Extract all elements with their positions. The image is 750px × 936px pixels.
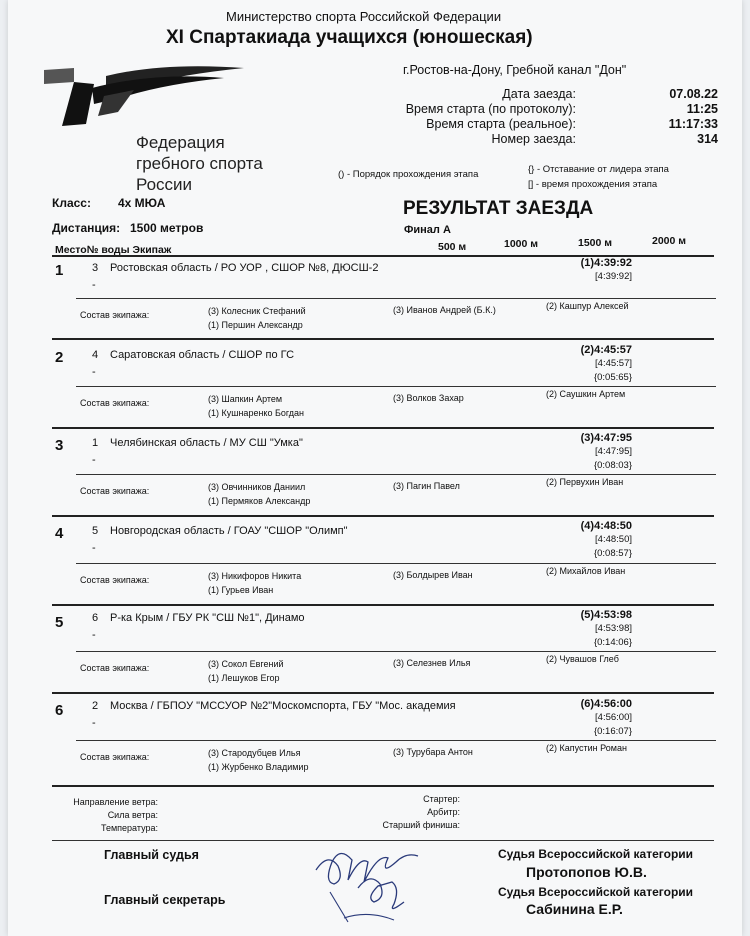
entry-3-crew-1: (3) Овчинников Даниил xyxy=(208,482,306,492)
entry-4-team: Новгородская область / ГОАУ "СШОР "Олимп" xyxy=(110,525,348,537)
distance-label: Дистанция: xyxy=(52,221,121,235)
entry-5-crew-label: Состав экипажа: xyxy=(80,663,150,673)
entry-6-dash: - xyxy=(92,717,96,729)
entry-4-place: 4 xyxy=(55,525,64,542)
logo-line-1: Федерация xyxy=(136,133,225,152)
entry-2-crew-1: (3) Шапкин Артем xyxy=(208,394,283,404)
entry-4-lag: {0:08:57} xyxy=(593,548,632,559)
entry-4-bottom-line xyxy=(52,604,714,606)
column-place-lane-crew: Место№ воды Экипаж xyxy=(55,244,172,256)
entry-5-lane: 6 xyxy=(92,612,99,624)
protocol-sheet xyxy=(8,0,742,936)
entry-3-team: Челябинская область / МУ СШ "Умка" xyxy=(110,437,303,449)
entry-3-lane: 1 xyxy=(92,437,99,449)
judge-category-2: Судья Всероссийской категории xyxy=(498,885,694,899)
entry-6-result: (6)4:56:00 xyxy=(580,698,632,710)
wind-direction-label: Направление ветра: xyxy=(73,797,158,807)
entry-6-crew-3: (2) Капустин Роман xyxy=(546,743,627,753)
entry-4-result: (4)4:48:50 xyxy=(580,520,632,532)
judge-name-2: Сабинина Е.Р. xyxy=(526,901,623,917)
entry-1-crew-2: (3) Иванов Андрей (Б.К.) xyxy=(393,305,496,315)
entry-3-crew-label: Состав экипажа: xyxy=(80,486,150,496)
entry-3-dash: - xyxy=(92,454,96,466)
entry-6-bottom-line xyxy=(52,785,714,787)
judge-name-1: Протопопов Ю.В. xyxy=(526,864,647,880)
entry-5-bottom-line xyxy=(52,692,714,694)
entry-4-crew-3: (2) Михайлов Иван xyxy=(546,566,626,576)
entry-2-bottom-line xyxy=(52,427,714,429)
logo-line-3: России xyxy=(136,175,193,194)
class-label: Класс: xyxy=(52,196,91,210)
legend-split: [] - время прохождения этапа xyxy=(528,179,658,190)
column-500m: 500 м xyxy=(438,241,467,253)
entry-2-result: (2)4:45:57 xyxy=(580,344,632,356)
class-value: 4х МЮА xyxy=(118,196,166,210)
info-race-number-label: Номер заезда: xyxy=(491,132,576,146)
entry-3-result: (3)4:47:95 xyxy=(580,432,632,444)
entry-5-crew-4: (1) Лешуков Егор xyxy=(208,673,280,683)
entry-5-crew-2: (3) Селезнев Илья xyxy=(393,658,471,668)
entry-2-lag: {0:05:65} xyxy=(593,372,632,383)
entry-6-crew-label: Состав экипажа: xyxy=(80,752,150,762)
entry-5-place: 5 xyxy=(55,614,64,631)
entry-4-crew-2: (3) Болдырев Иван xyxy=(393,570,473,580)
info-date-label: Дата заезда: xyxy=(502,87,576,101)
handwritten-signature-icon xyxy=(308,832,438,928)
entry-2-team: Саратовская область / СШОР по ГС xyxy=(110,349,295,361)
entry-4-dash: - xyxy=(92,542,96,554)
wind-speed-label: Сила ветра: xyxy=(107,810,158,820)
venue: г.Ростов-на-Дону, Гребной канал "Дон" xyxy=(403,63,627,77)
entry-1-place: 1 xyxy=(55,262,64,279)
entry-1-dash: - xyxy=(92,279,96,291)
column-1000m: 1000 м xyxy=(504,238,539,250)
federation-logo-icon xyxy=(44,60,244,130)
race-info-labels xyxy=(308,87,576,147)
judge-category-1: Судья Всероссийской категории xyxy=(498,847,694,861)
entry-2-dash: - xyxy=(92,366,96,378)
info-start-real-label: Время старта (реальное): xyxy=(426,117,576,131)
entry-6-crew-1: (3) Стародубцев Илья xyxy=(208,748,301,758)
entry-2-crew-3: (2) Саушкин Артем xyxy=(546,389,626,399)
legend-order: () - Порядок прохождения этапа xyxy=(338,169,479,180)
entry-1-bottom-line xyxy=(52,338,714,340)
entry-6-lane: 2 xyxy=(92,700,99,712)
column-2000m: 2000 м xyxy=(652,235,687,247)
starter-label: Стартер: xyxy=(423,794,460,804)
distance-value: 1500 метров xyxy=(130,221,204,235)
entry-2-crew-label: Состав экипажа: xyxy=(80,398,150,408)
entry-3-lag: {0:08:03} xyxy=(593,460,632,471)
entry-4-divider xyxy=(76,563,716,564)
entry-5-dash: - xyxy=(92,629,96,641)
entry-5-crew-3: (2) Чувашов Глеб xyxy=(546,654,619,664)
final-label: Финал А xyxy=(404,224,451,236)
entry-4-crew-4: (1) Гурьев Иван xyxy=(208,585,274,595)
entry-1-divider xyxy=(76,298,716,299)
entry-5-lag: {0:14:06} xyxy=(593,637,632,648)
entry-3-crew-4: (1) Пермяков Александр xyxy=(208,496,311,506)
competition-title: XI Спартакиада учащихся (юношеская) xyxy=(166,27,533,48)
entry-6-crew-4: (1) Журбенко Владимир xyxy=(208,762,309,772)
entry-5-crew-1: (3) Сокол Евгений xyxy=(208,659,284,669)
federation-name xyxy=(136,132,263,195)
entry-1-split: [4:39:92] xyxy=(595,271,632,282)
entry-6-crew-2: (3) Турубара Антон xyxy=(393,747,473,757)
entry-1-crew-1: (3) Колесник Стефаний xyxy=(208,306,306,316)
info-start-protocol-label: Время старта (по протоколу): xyxy=(405,102,576,116)
column-1500m: 1500 м xyxy=(578,237,613,249)
officials-labels xyxy=(348,793,460,832)
entry-6-team: Москва / ГБПОУ "МССУОР №2"Москомспорта, ГБУ "Мос. академия xyxy=(110,700,456,712)
referee-label: Арбитр: xyxy=(427,807,460,817)
entry-2-crew-2: (3) Волков Захар xyxy=(393,393,464,403)
entry-4-lane: 5 xyxy=(92,525,99,537)
entry-4-crew-1: (3) Никифоров Никита xyxy=(208,571,302,581)
temperature-label: Температура: xyxy=(100,823,158,833)
entry-1-crew-label: Состав экипажа: xyxy=(80,310,150,320)
entry-1-team: Ростовская область / РО УОР , СШОР №8, ДЮСШ-2 xyxy=(110,262,379,274)
logo-line-2: гребного спорта xyxy=(136,154,263,173)
finish-judge-label: Старший финиша: xyxy=(382,820,460,830)
info-start-real-value: 11:17:33 xyxy=(668,117,718,131)
entry-2-place: 2 xyxy=(55,349,64,366)
entry-3-place: 3 xyxy=(55,437,64,454)
entry-4-split: [4:48:50] xyxy=(595,534,632,545)
entry-6-lag: {0:16:07} xyxy=(593,726,632,737)
entry-2-split: [4:45:57] xyxy=(595,358,632,369)
entry-5-result: (5)4:53:98 xyxy=(580,609,632,621)
entry-3-divider xyxy=(76,474,716,475)
result-title: РЕЗУЛЬТАТ ЗАЕЗДА xyxy=(403,198,594,219)
entry-2-lane: 4 xyxy=(92,349,99,361)
entry-5-team: Р-ка Крым / ГБУ РК "СШ №1", Динамо xyxy=(110,612,305,624)
entry-6-divider xyxy=(76,740,716,741)
entry-6-place: 6 xyxy=(55,702,64,719)
entry-1-crew-3: (2) Кашпур Алексей xyxy=(546,301,629,311)
info-start-protocol-value: 11:25 xyxy=(686,102,718,116)
legend-lag: {} - Отставание от лидера этапа xyxy=(528,164,669,175)
entry-4-crew-label: Состав экипажа: xyxy=(80,575,150,585)
entry-2-divider xyxy=(76,386,716,387)
conditions-labels xyxy=(38,796,158,835)
info-race-number-value: 314 xyxy=(697,132,718,146)
entry-5-split: [4:53:98] xyxy=(595,623,632,634)
race-info-values xyxy=(608,87,718,147)
entry-3-crew-3: (2) Первухин Иван xyxy=(546,477,624,487)
entry-2-crew-4: (1) Кушнаренко Богдан xyxy=(208,408,304,418)
entry-3-bottom-line xyxy=(52,515,714,517)
entry-1-crew-4: (1) Першин Александр xyxy=(208,320,303,330)
entry-5-divider xyxy=(76,651,716,652)
entry-6-split: [4:56:00] xyxy=(595,712,632,723)
info-date-value: 07.08.22 xyxy=(669,87,718,101)
chief-secretary-label: Главный секретарь xyxy=(104,893,226,907)
entry-1-result: (1)4:39:92 xyxy=(580,257,632,269)
ministry-name: Министерство спорта Российской Федерации xyxy=(226,9,502,24)
chief-judge-label: Главный судья xyxy=(104,848,199,862)
entry-1-lane: 3 xyxy=(92,262,99,274)
entry-3-split: [4:47:95] xyxy=(595,446,632,457)
entry-3-crew-2: (3) Пагин Павел xyxy=(393,481,460,491)
